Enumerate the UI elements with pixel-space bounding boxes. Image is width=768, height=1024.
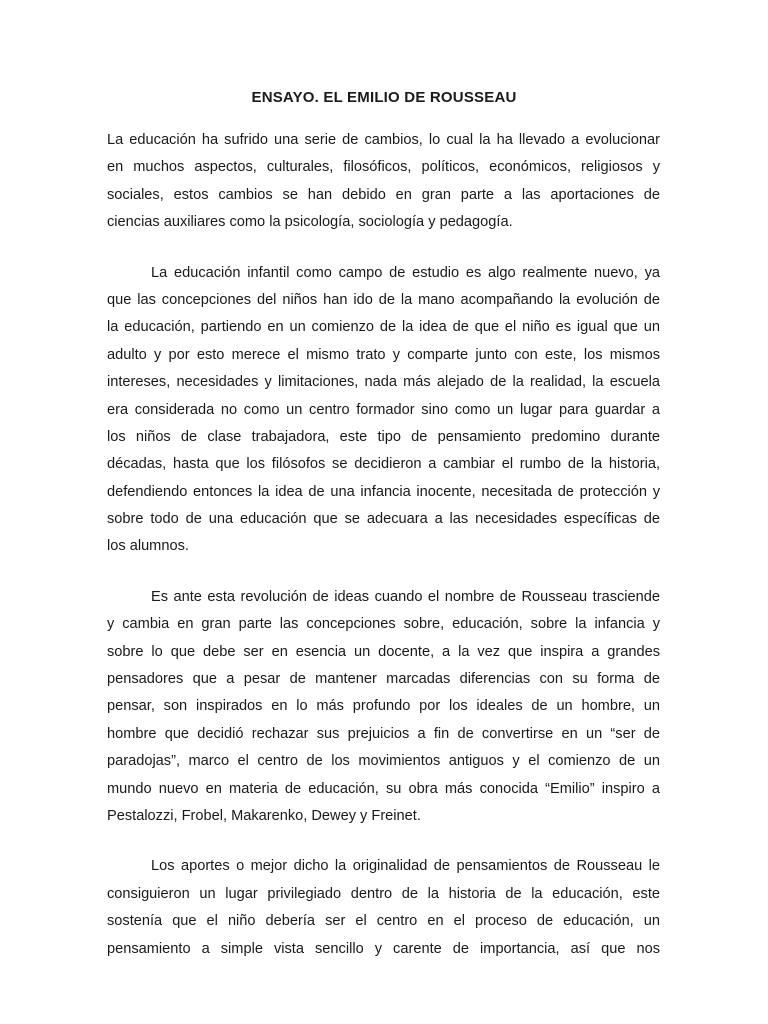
paragraph-line: pensadores que a pesar de mantener marcadas diferencias con su forma de [107,671,660,688]
paragraph-line: los niños de clase trabajadora, este tipo de pensamiento predomino durante [107,428,660,445]
paragraph [107,260,660,561]
paragraph-line: sociales, estos cambios se han debido en gran parte a las aportaciones de [107,186,660,203]
paragraph-line: sostenía que el niño debería ser el centro en el proceso de educación, un [107,913,660,930]
paragraph-line: décadas, hasta que los filósofos se decidieron a cambiar el rumbo de la historia, [107,456,660,473]
paragraph-line: en muchos aspectos, culturales, filosóficos, políticos, económicos, religiosos y [107,159,660,176]
paragraph-line: pensar, son inspirados en lo más profundo por los ideales de un hombre, un [107,698,660,715]
paragraph-line: la educación, partiendo en un comienzo de la idea de que el niño es igual que un [107,319,660,336]
paragraph-line: defendiendo entonces la idea de una infancia inocente, necesitada de protección y [107,483,660,500]
paragraph-line: consiguieron un lugar privilegiado dentro de la historia de la educación, este [107,885,660,902]
paragraph-line: que las concepciones del niños han ido de la mano acompañando la evolución de [107,291,660,308]
paragraph [107,127,660,237]
paragraph [107,584,660,831]
paragraph-line: hombre que decidió rechazar sus prejuicios a fin de convertirse en un “ser de [107,725,660,742]
paragraph-line: era considerada no como un centro formador sino como un lugar para guardar a [107,401,660,418]
paragraph-line: sobre todo de una educación que se adecuara a las necesidades específicas de [107,511,660,528]
paragraph [107,853,660,963]
document-body [107,127,660,986]
paragraph-line: Pestalozzi, Frobel, Makarenko, Dewey y Freinet. [107,807,421,824]
paragraph-line: y cambia en gran parte las concepciones sobre, educación, sobre la infancia y [107,616,660,633]
paragraph-line: ciencias auxiliares como la psicología, sociología y pedagogía. [107,214,513,231]
paragraph-line: La educación ha sufrido una serie de cambios, lo cual la ha llevado a evolucionar [107,132,660,148]
paragraph-line: mundo nuevo en materia de educación, su obra más conocida “Emilio” inspiro a [107,780,660,797]
paragraph-line: los alumnos. [107,538,189,555]
paragraph-line: intereses, necesidades y limitaciones, nada más alejado de la realidad, la escuela [107,374,660,391]
paragraph-line: La educación infantil como campo de estudio es algo realmente nuevo, ya [151,264,660,281]
paragraph-line: Es ante esta revolución de ideas cuando el nombre de Rousseau trasciende [151,588,660,605]
paragraph-line: paradojas”, marco el centro de los movimientos antiguos y el comienzo de un [107,753,660,770]
paragraph-line: Los aportes o mejor dicho la originalidad de pensamientos de Rousseau le [151,858,660,875]
paragraph-line: sobre lo que debe ser en esencia un docente, a la vez que inspira a grandes [107,643,660,660]
paragraph-line: adulto y por esto merece el mismo trato y comparte junto con este, los mismos [107,346,660,363]
document-title: ENSAYO. EL EMILIO DE ROUSSEAU [251,89,517,106]
paragraph-line: pensamiento a simple vista sencillo y carente de importancia, así que nos [107,940,660,957]
